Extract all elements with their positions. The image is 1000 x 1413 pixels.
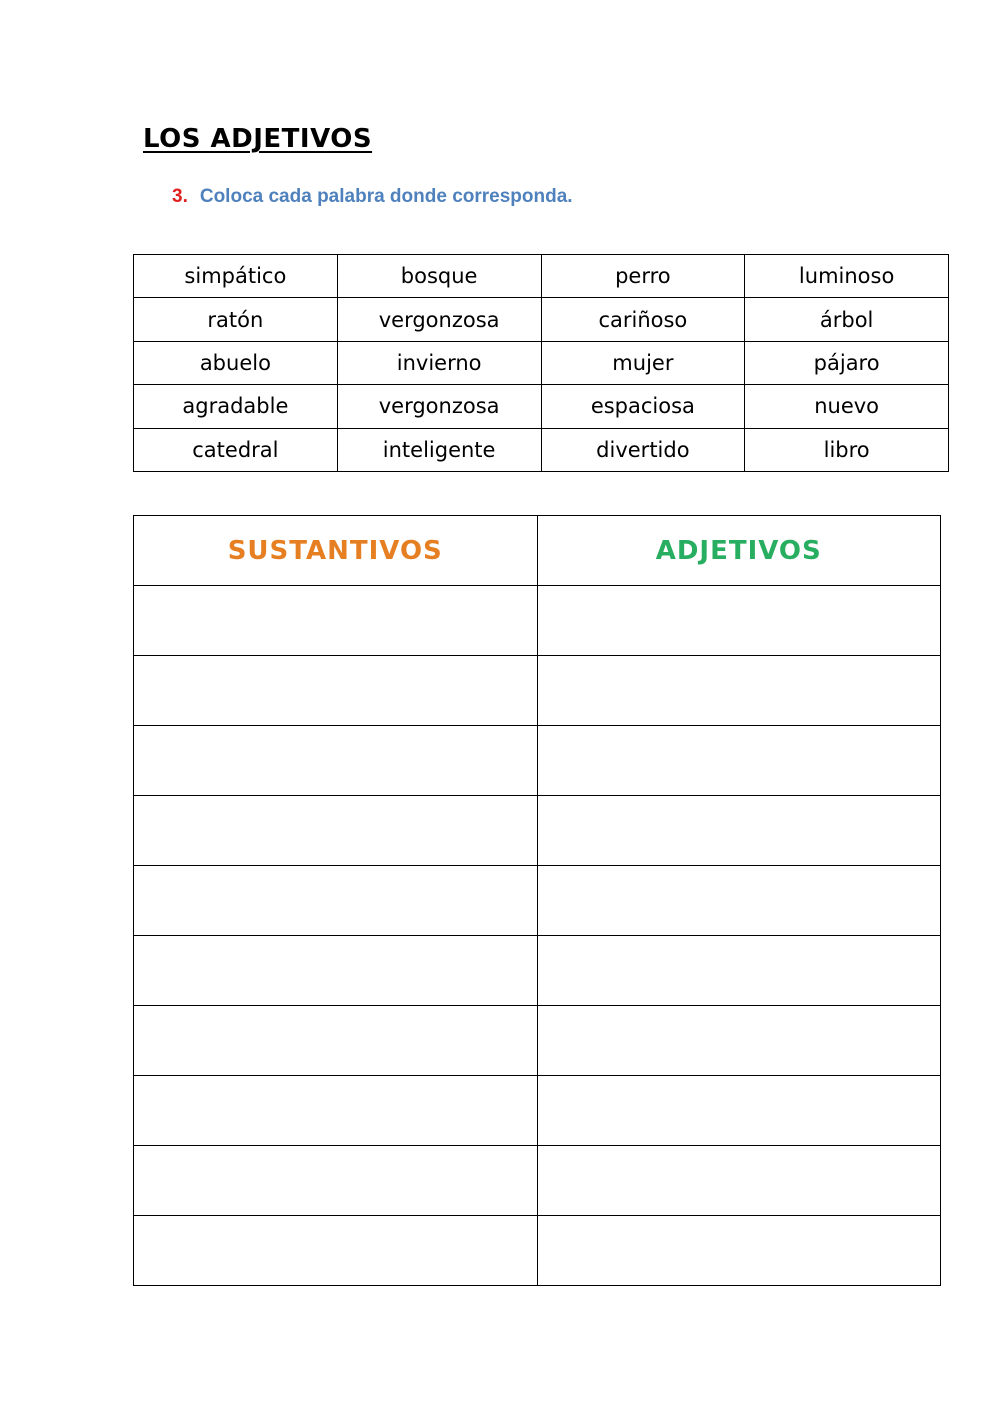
adjetivo-drop-cell[interactable] — [537, 1216, 941, 1286]
word-cell[interactable]: espaciosa — [541, 385, 745, 428]
word-cell[interactable]: abuelo — [134, 341, 338, 384]
sustantivo-drop-cell[interactable] — [134, 1216, 538, 1286]
classification-row — [134, 586, 941, 656]
word-bank-row — [134, 385, 949, 428]
word-cell[interactable]: ratón — [134, 298, 338, 341]
word-bank-row — [134, 298, 949, 341]
word-cell[interactable]: cariñoso — [541, 298, 745, 341]
word-bank-table — [133, 254, 949, 472]
adjetivo-drop-cell[interactable] — [537, 796, 941, 866]
instruction — [172, 184, 573, 210]
word-cell[interactable]: libro — [745, 428, 949, 471]
word-cell[interactable]: invierno — [337, 341, 541, 384]
classification-row — [134, 1076, 941, 1146]
word-cell[interactable]: pájaro — [745, 341, 949, 384]
word-cell[interactable]: vergonzosa — [337, 385, 541, 428]
sustantivo-drop-cell[interactable] — [134, 586, 538, 656]
sustantivos-header: SUSTANTIVOS — [134, 516, 538, 586]
sustantivo-drop-cell[interactable] — [134, 936, 538, 1006]
classification-table — [133, 515, 941, 1286]
word-cell[interactable]: inteligente — [337, 428, 541, 471]
sustantivo-drop-cell[interactable] — [134, 1006, 538, 1076]
instruction-text: Coloca cada palabra donde corresponda. — [199, 186, 573, 207]
word-cell[interactable]: perro — [541, 255, 745, 298]
classification-row — [134, 1216, 941, 1286]
classification-row — [134, 936, 941, 1006]
sustantivo-drop-cell[interactable] — [134, 726, 538, 796]
word-cell[interactable]: mujer — [541, 341, 745, 384]
worksheet-title: LOS ADJETIVOS — [143, 124, 373, 154]
word-cell[interactable]: agradable — [134, 385, 338, 428]
adjetivo-drop-cell[interactable] — [537, 1006, 941, 1076]
adjetivo-drop-cell[interactable] — [537, 1076, 941, 1146]
sustantivo-drop-cell[interactable] — [134, 656, 538, 726]
adjetivo-drop-cell[interactable] — [537, 1146, 941, 1216]
adjetivo-drop-cell[interactable] — [537, 586, 941, 656]
sustantivo-drop-cell[interactable] — [134, 866, 538, 936]
classification-header-row — [134, 516, 941, 586]
word-bank-row — [134, 341, 949, 384]
word-cell[interactable]: árbol — [745, 298, 949, 341]
sustantivo-drop-cell[interactable] — [134, 796, 538, 866]
word-cell[interactable]: catedral — [134, 428, 338, 471]
word-cell[interactable]: vergonzosa — [337, 298, 541, 341]
classification-row — [134, 866, 941, 936]
classification-row — [134, 726, 941, 796]
word-cell[interactable]: simpático — [134, 255, 338, 298]
classification-row — [134, 656, 941, 726]
adjetivo-drop-cell[interactable] — [537, 936, 941, 1006]
word-cell[interactable]: bosque — [337, 255, 541, 298]
adjetivos-header: ADJETIVOS — [537, 516, 941, 586]
classification-body — [134, 586, 941, 1286]
adjetivo-drop-cell[interactable] — [537, 866, 941, 936]
adjetivo-drop-cell[interactable] — [537, 656, 941, 726]
word-bank-row — [134, 255, 949, 298]
word-bank-row — [134, 428, 949, 471]
sustantivo-drop-cell[interactable] — [134, 1146, 538, 1216]
word-cell[interactable]: nuevo — [745, 385, 949, 428]
sustantivo-drop-cell[interactable] — [134, 1076, 538, 1146]
instruction-number: 3. — [172, 186, 188, 207]
classification-row — [134, 1006, 941, 1076]
classification-row — [134, 1146, 941, 1216]
word-cell[interactable]: luminoso — [745, 255, 949, 298]
classification-row — [134, 796, 941, 866]
adjetivo-drop-cell[interactable] — [537, 726, 941, 796]
word-cell[interactable]: divertido — [541, 428, 745, 471]
